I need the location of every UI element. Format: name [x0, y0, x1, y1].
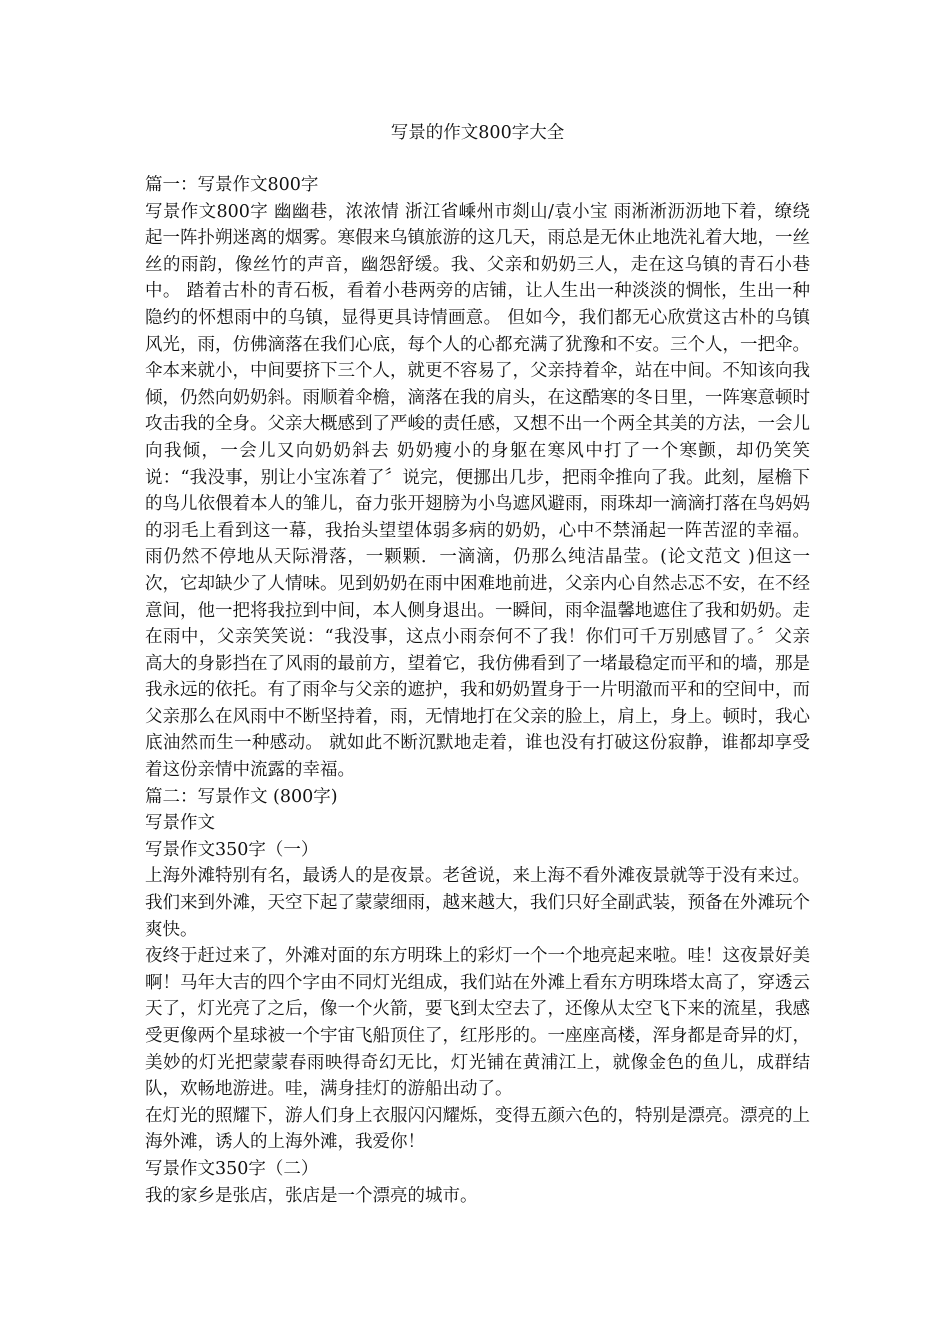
section1-heading: 篇一：写景作文800字: [145, 175, 319, 195]
document-page: [145, 120, 810, 1209]
document-title: 写景的作文800字大全: [390, 123, 565, 143]
section2-subheading: 写景作文: [145, 813, 215, 834]
section2-heading: 篇二：写景作文 (800字): [145, 786, 338, 807]
part1-heading: 写景作文350字（一）: [145, 839, 319, 860]
part1-paragraph-2: 夜终于赶过来了，外滩对面的东方明珠上的彩灯一个一个地亮起来啦。哇！这夜景好美啊！马年大吉的四个字由不同灯光组成，我们站在外滩上看东方明珠塔太高了，穿透云天了，灯光亮了之后，像一个火箭，要飞到太空去了，还像从太空飞下来的流星，我感受更像两个星球被一个宇宙飞船顶住了，红彤彤的。一座座高楼，浑身都是奇异的灯，美妙的灯光把蒙蒙春雨映得奇幻无比，灯光铺在黄浦江上，就像金色的鱼儿，成群结队，欢畅地游进。哇，满身挂灯的游船出动了。: [145, 946, 810, 1100]
part2-paragraph-1: 我的家乡是张店，张店是一个漂亮的城市。: [145, 1185, 478, 1206]
part1-paragraph-3: 在灯光的照耀下，游人们身上衣服闪闪耀烁，变得五颜六色的，特别是漂亮。漂亮的上海外滩，诱人的上海外滩，我爱你！: [145, 1105, 810, 1153]
part1-paragraph-1: 上海外滩特别有名，最诱人的是夜景。老爸说，来上海不看外滩夜景就等于没有来过。我们来到外滩，天空下起了蒙蒙细雨，越来越大，我们只好全副武装，预备在外滩玩个爽快。: [145, 866, 810, 940]
section1-body: 写景作文800字 幽幽巷，浓浓情 浙江省嵊州市剡山/袁小宝 雨淅淅沥沥地下着，缭绕起一阵扑朔迷离的烟雾。寒假来乌镇旅游的这几天，雨总是无休止地洗礼着大地，一丝丝的雨韵，像丝竹的声音，幽怨舒缓。我、父亲和奶奶三人，走在这乌镇的青石小巷中。 踏着古朴的青石板，看着小巷两旁的店铺，让人生出一种淡淡的惆怅，生出一种隐约的怀想雨中的乌镇，显得更具诗情画意。 但如今，我们都无心欣赏这古朴的乌镇风光，雨，仿佛滴落在我们心底，每个人的心都充满了犹豫和不安。三个人，一把伞。伞本来就小，中间要挤下三个人，就更不容易了，父亲持着伞，站在中间。不知该向我倾，仍然向奶奶斜。雨顺着伞檐，滴落在我的肩头，在这酷寒的冬日里，一阵寒意顿时攻击我的全身。父亲大概感到了严峻的责任感，又想不出一个两全其美的方法，一会儿向我倾，一会儿又向奶奶斜去 奶奶瘦小的身躯在寒风中打了一个寒颤，却仍笑笑说：“我没事，别让小宝冻着了〞说完，便挪出几步，把雨伞推向了我。此刻，屋檐下的鸟儿依偎着本人的雏儿，奋力张开翅膀为小鸟遮风避雨，雨珠却一滴滴打落在鸟妈妈的羽毛上看到这一幕，我抬头望望体弱多病的奶奶，心中不禁涌起一阵苦涩的幸福。 雨仍然不停地从天际滑落，一颗颗．一滴滴，仍那么纯洁晶莹。(论文范文 )但这一次，它却缺少了人情味。见到奶奶在雨中困难地前进，父亲内心自然忐忑不安，在不经意间，他一把将我拉到中间，本人侧身退出。一瞬间，雨伞温馨地遮住了我和奶奶。走在雨中，父亲笑笑说：“我没事，这点小雨奈何不了我！你们可千万别感冒了。〞父亲高大的身影挡在了风雨的最前方，望着它，我仿佛看到了一堵最稳定而平和的墙，那是我永远的依托。有了雨伞与父亲的遮护，我和奶奶置身于一片明澈而平和的空间中，而父亲那么在风雨中不断坚持着，雨，无情地打在父亲的脸上，肩上，身上。顿时，我心底油然而生一种感动。 就如此不断沉默地走着，谁也没有打破这份寂静，谁都却享受着这份亲情中流露的幸福。: [145, 201, 810, 781]
part2-heading: 写景作文350字（二）: [145, 1158, 319, 1179]
